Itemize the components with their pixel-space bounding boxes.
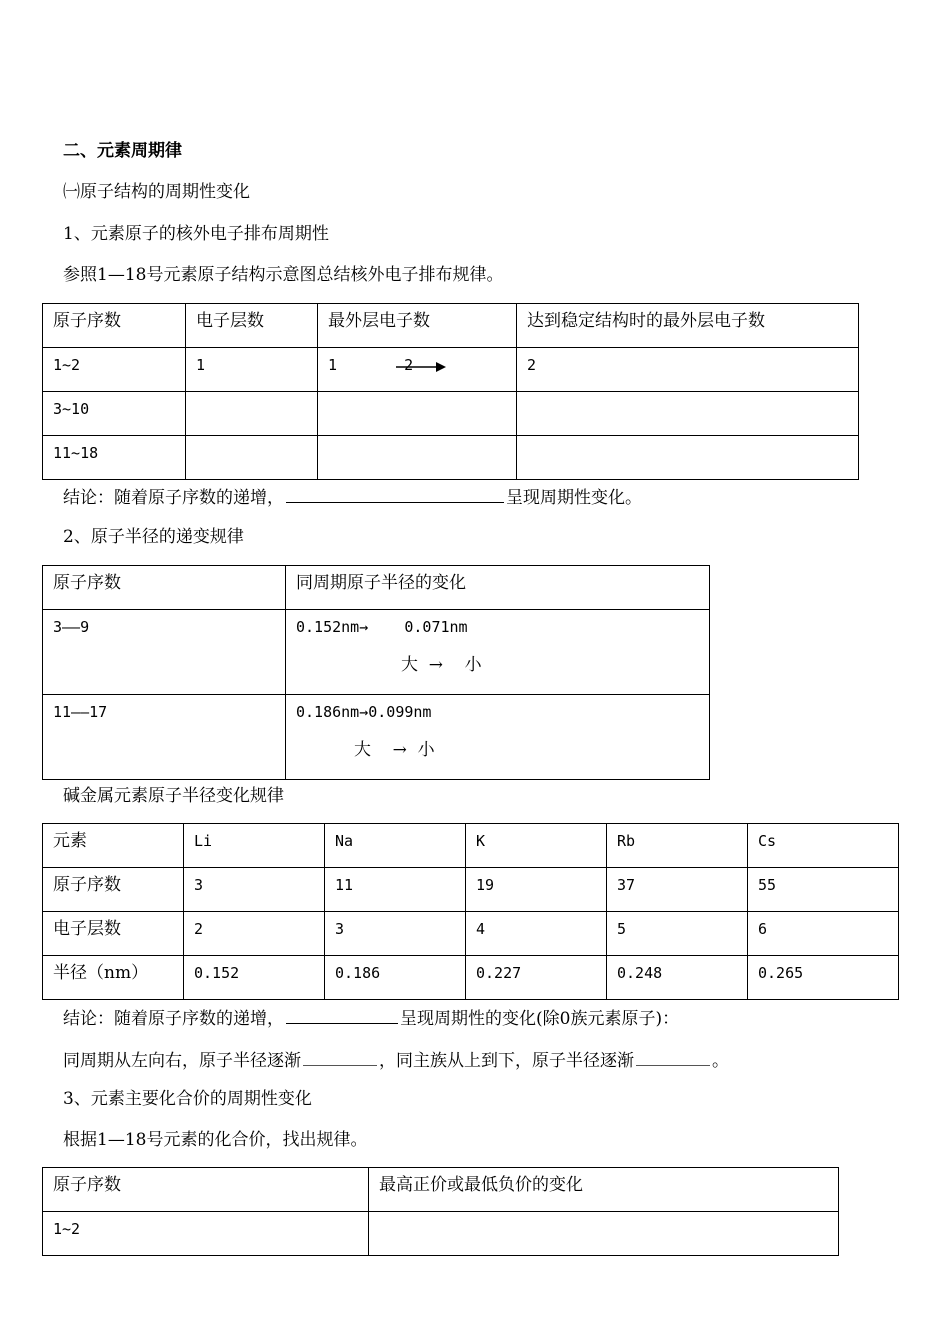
table-cell: 5 — [607, 912, 748, 956]
trend-group-text: ，同主族从上到下，原子半径逐渐 — [379, 1051, 634, 1071]
header-cell: 最高正价或最低负价的变化 — [369, 1168, 839, 1212]
answer-blank[interactable] — [286, 484, 504, 503]
table-cell — [517, 436, 859, 480]
table-cell: K — [466, 824, 607, 868]
outer-electrons-start: 1 — [328, 356, 338, 374]
table-cell — [369, 1212, 839, 1256]
trend-period-text: 同周期从左向右，原子半径逐渐 — [63, 1051, 301, 1071]
table-cell: 55 — [748, 868, 899, 912]
radius-trend-statement — [63, 1047, 729, 1072]
table-row — [43, 436, 859, 480]
part3-instruction: 根据1—18号元素的化合价，找出规律。 — [63, 1130, 368, 1150]
conclusion-suffix: 呈现周期性变化。 — [506, 488, 642, 508]
table-row — [43, 392, 859, 436]
trend-end: 。 — [712, 1051, 729, 1071]
table-cell: 6 — [748, 912, 899, 956]
header-cell: 同周期原子半径的变化 — [286, 566, 710, 610]
valence-table — [42, 1167, 839, 1256]
table-cell: Na — [325, 824, 466, 868]
table-cell — [318, 348, 517, 392]
header-cell: 原子序数 — [43, 304, 186, 348]
table-cell: Cs — [748, 824, 899, 868]
table-cell: 4 — [466, 912, 607, 956]
header-cell: 原子序数 — [43, 1168, 369, 1212]
radius-period-table — [42, 565, 710, 780]
table-cell: 0.227 — [466, 956, 607, 1000]
radius-values: 0.186nm→0.099nm — [296, 703, 432, 721]
table-cell: 2 — [517, 348, 859, 392]
table-cell: 3 — [184, 868, 325, 912]
table-cell — [186, 392, 318, 436]
table-cell — [286, 695, 710, 780]
table-cell: 0.265 — [748, 956, 899, 1000]
table-cell — [286, 610, 710, 695]
table-cell — [318, 392, 517, 436]
table-row — [43, 912, 899, 956]
subsection-title: ㈠原子结构的周期性变化 — [63, 182, 250, 202]
table-cell: 0.248 — [607, 956, 748, 1000]
table-row — [43, 868, 899, 912]
table-row — [43, 348, 859, 392]
conclusion-suffix: 呈现周期性的变化(除0族元素原子)： — [400, 1009, 680, 1029]
table-row — [43, 824, 899, 868]
table-cell: 元素 — [43, 824, 184, 868]
part2-heading: 2、原子半径的递变规律 — [63, 527, 244, 547]
table-cell: 2 — [184, 912, 325, 956]
table-cell: 0.186 — [325, 956, 466, 1000]
section-title: 二、元素周期律 — [63, 141, 182, 161]
table-cell: 3 — [325, 912, 466, 956]
right-arrow-icon — [396, 360, 448, 374]
table-cell: Rb — [607, 824, 748, 868]
table-cell: 半径（nm） — [43, 956, 184, 1000]
table-cell: 19 — [466, 868, 607, 912]
header-cell: 达到稳定结构时的最外层电子数 — [517, 304, 859, 348]
part3-heading: 3、元素主要化合价的周期性变化 — [63, 1089, 312, 1109]
part2-conclusion — [63, 1005, 679, 1030]
table-cell: 3~10 — [43, 392, 186, 436]
outer-electrons-end: 2 — [404, 356, 414, 374]
table-row — [43, 610, 710, 695]
part1-heading: 1、元素原子的核外电子排布周期性 — [63, 224, 329, 244]
table-cell: 37 — [607, 868, 748, 912]
conclusion-prefix: 结论：随着原子序数的递增， — [63, 1009, 284, 1029]
table-cell: 11 — [325, 868, 466, 912]
part1-instruction: 参照1—18号元素原子结构示意图总结核外电子排布规律。 — [63, 265, 504, 285]
part1-conclusion — [63, 484, 642, 509]
table-cell: 1~2 — [43, 1212, 369, 1256]
alkali-table — [42, 823, 899, 1000]
table-cell: 3——9 — [43, 610, 286, 695]
answer-blank[interactable] — [636, 1047, 710, 1066]
table-cell: 电子层数 — [43, 912, 184, 956]
header-cell: 电子层数 — [186, 304, 318, 348]
table-row — [43, 695, 710, 780]
electron-table — [42, 303, 859, 480]
table-cell: 11~18 — [43, 436, 186, 480]
header-cell: 原子序数 — [43, 566, 286, 610]
alkali-title: 碱金属元素原子半径变化规律 — [63, 786, 284, 806]
table-cell: 原子序数 — [43, 868, 184, 912]
radius-trend: 大 → 小 — [354, 740, 435, 760]
answer-blank[interactable] — [303, 1047, 377, 1066]
table-cell: 0.152 — [184, 956, 325, 1000]
outer-electrons-arrow — [404, 354, 413, 376]
header-cell: 最外层电子数 — [318, 304, 517, 348]
radius-trend: 大 → 小 — [401, 655, 482, 675]
table-row — [43, 1212, 839, 1256]
table-row — [43, 956, 899, 1000]
table-cell — [186, 436, 318, 480]
table-cell: 1 — [186, 348, 318, 392]
table-cell — [318, 436, 517, 480]
radius-values: 0.152nm→ 0.071nm — [296, 618, 468, 636]
answer-blank[interactable] — [286, 1005, 398, 1024]
table-cell: 1~2 — [43, 348, 186, 392]
table-cell: Li — [184, 824, 325, 868]
conclusion-prefix: 结论：随着原子序数的递增， — [63, 488, 284, 508]
table-cell — [517, 392, 859, 436]
table-cell: 11——17 — [43, 695, 286, 780]
